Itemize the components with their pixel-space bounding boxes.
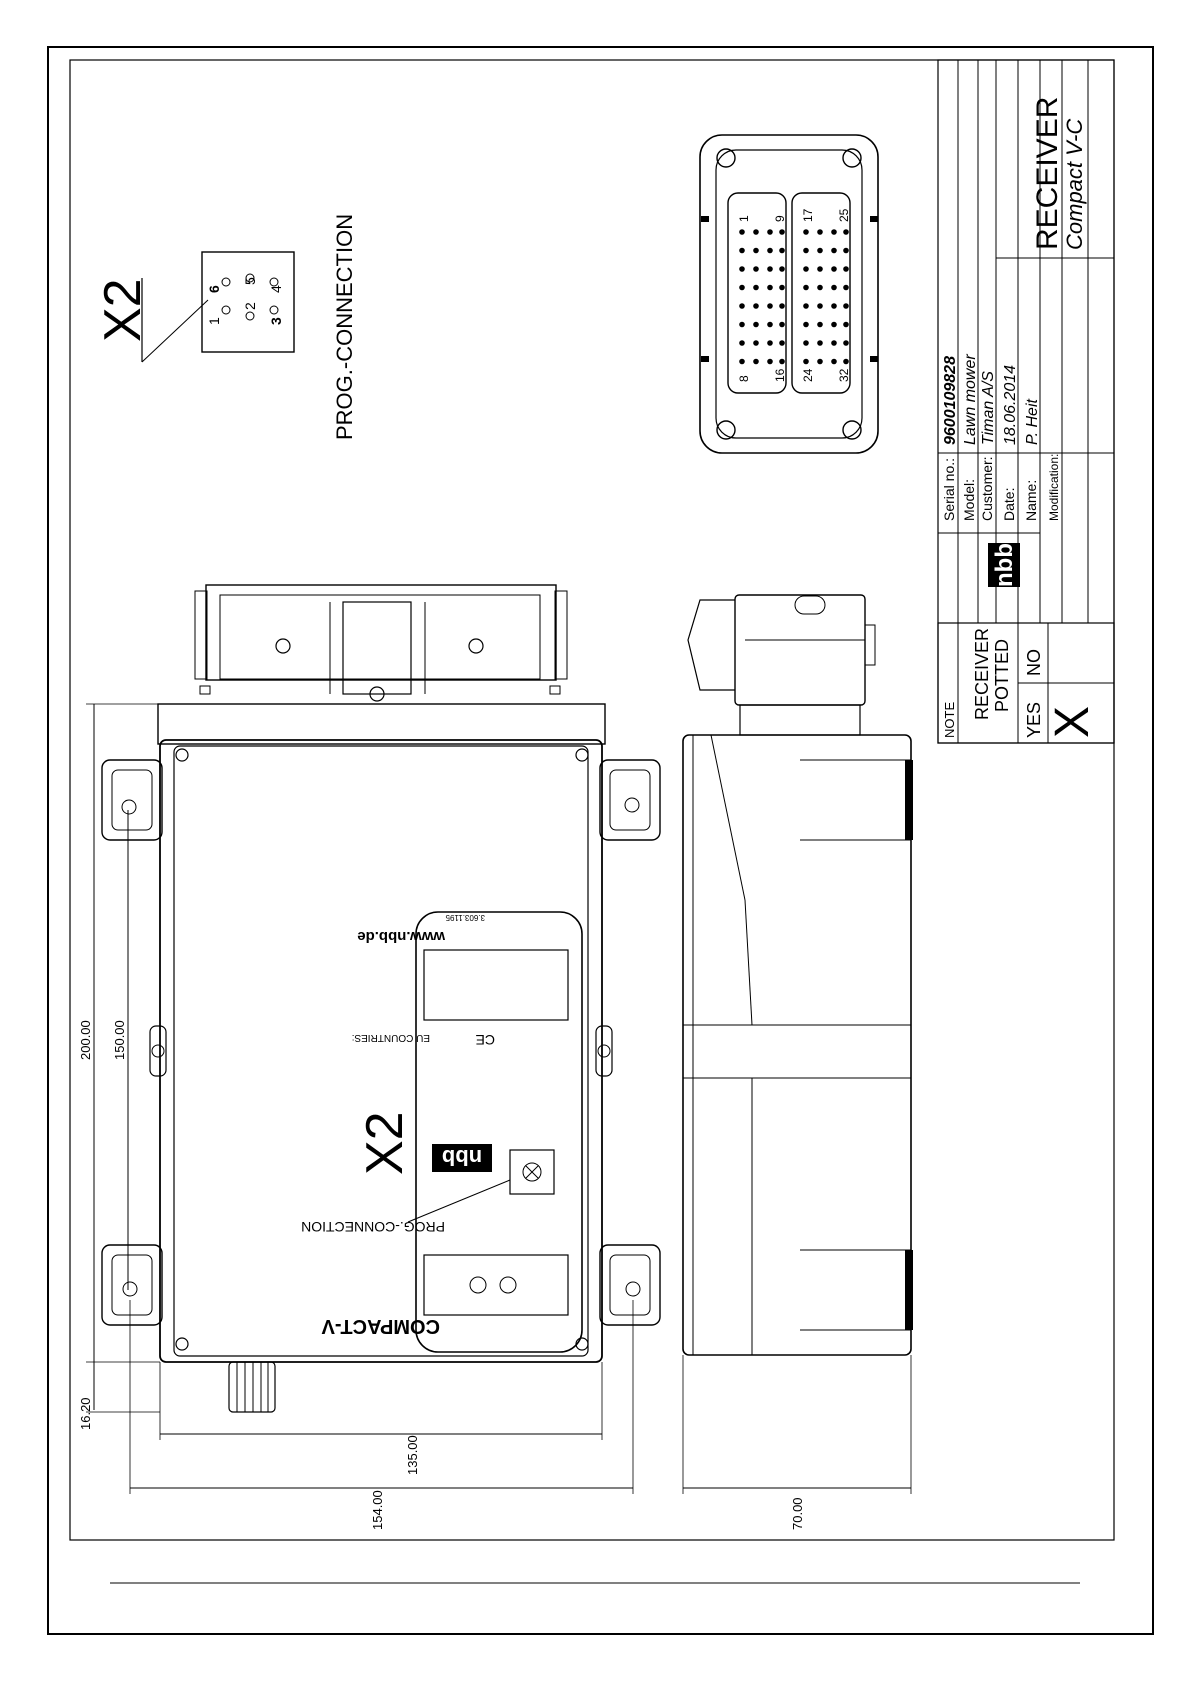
- connector-pin-dot: [831, 340, 837, 346]
- connector-pin-dot: [779, 229, 785, 235]
- connector-face: [700, 135, 878, 453]
- connector-pin-dot: [753, 322, 759, 328]
- x2-callout-label: X2: [94, 278, 152, 342]
- connector-pin-dot: [843, 322, 849, 328]
- connector-pin-dot: [843, 285, 849, 291]
- connector-pin-dot: [739, 285, 745, 291]
- connector-pin-dot: [843, 340, 849, 346]
- note-block: [938, 623, 1114, 743]
- prog-pin-1: 1: [206, 317, 222, 325]
- connector-pin-dot: [739, 248, 745, 254]
- drawing-title: RECEIVER: [1031, 96, 1064, 250]
- connector-pin-dot: [831, 303, 837, 309]
- connector-pin-dot: [767, 340, 773, 346]
- no-label: NO: [1024, 649, 1044, 676]
- connector-pin-dot: [739, 340, 745, 346]
- outer-border: [48, 47, 1153, 1634]
- front-label-panel: [301, 912, 582, 1352]
- model-value: Lawn mower: [962, 354, 979, 445]
- connector-pin-dot: [739, 303, 745, 309]
- connector-pin-dot: [779, 248, 785, 254]
- date-label: Date:: [1001, 487, 1017, 521]
- connector-pin-dot: [843, 359, 849, 365]
- label-web: www.nbb.de: [357, 928, 445, 945]
- prog-connection-detail: [94, 214, 357, 440]
- name-value: P. Heit: [1024, 399, 1041, 445]
- connector-pin-dot: [843, 303, 849, 309]
- housing-side-view: [683, 595, 913, 1355]
- connector-pin-dot: [739, 322, 745, 328]
- connector-pin-dot: [831, 266, 837, 272]
- prog-pin-4: 4: [268, 285, 284, 293]
- connector-pin-dot: [831, 229, 837, 235]
- connector-pin-dot: [817, 322, 823, 328]
- connector-pin-dot: [767, 248, 773, 254]
- serial-value: 9600109828: [942, 356, 959, 445]
- connector-pin-dot: [779, 322, 785, 328]
- label-nbb-logo-text: nbb: [441, 1145, 483, 1170]
- connector-pin-dot: [843, 248, 849, 254]
- connector-pin-dot: [753, 303, 759, 309]
- modification-label: Modification:: [1047, 453, 1061, 521]
- connector-pin-9: 9: [773, 215, 787, 222]
- drawing-subtitle: Compact V-C: [1062, 118, 1087, 250]
- connector-pin-dot: [753, 340, 759, 346]
- connector-pin-dot: [803, 340, 809, 346]
- connector-pin-dot: [739, 266, 745, 272]
- connector-pin-dot: [817, 229, 823, 235]
- nbb-logo-text: nbb: [991, 543, 1018, 587]
- yes-label: YES: [1024, 701, 1044, 738]
- connector-pin-dot: [831, 359, 837, 365]
- connector-pin-dot: [767, 285, 773, 291]
- label-brand: COMPACT-V: [321, 1315, 440, 1337]
- connector-pin-dot: [779, 359, 785, 365]
- dim-200: 200.00: [78, 1020, 93, 1060]
- prog-pin-6: 6: [206, 285, 222, 293]
- prog-pin-2: 2: [242, 302, 258, 310]
- connector-pin-dot: [803, 359, 809, 365]
- dim-150: 150.00: [112, 1020, 127, 1060]
- connector-pin-16: 16: [773, 368, 787, 382]
- connector-pin-dot: [753, 359, 759, 365]
- label-nbb-logo: [432, 1144, 492, 1172]
- name-label: Name:: [1023, 479, 1039, 521]
- customer-label: Customer:: [979, 456, 995, 521]
- connector-pin-dot: [767, 229, 773, 235]
- connector-pin-dot: [817, 285, 823, 291]
- connector-pin-dot: [817, 359, 823, 365]
- label-prog: PROG.-CONNECTION: [301, 1219, 445, 1235]
- connector-pin-dot: [767, 322, 773, 328]
- connector-pin-dot: [753, 229, 759, 235]
- customer-value: Timan A/S: [980, 371, 997, 445]
- connector-pin-dot: [817, 303, 823, 309]
- connector-pin-dot: [831, 285, 837, 291]
- connector-pin-dot: [831, 248, 837, 254]
- title-block: [938, 60, 1114, 743]
- dim-16-20: 16.20: [78, 1397, 93, 1430]
- connector-pin-dot: [803, 303, 809, 309]
- yes-mark: X: [1046, 705, 1099, 738]
- label-part: 3.603.1195: [445, 913, 485, 922]
- serial-label: Serial no.:: [941, 457, 957, 521]
- prog-connector-box: [202, 252, 294, 352]
- connector-pin-24: 24: [801, 368, 815, 382]
- label-x2: X2: [356, 1111, 414, 1175]
- model-label: Model:: [961, 478, 977, 521]
- label-eu: EU COUNTRIES:: [351, 1032, 430, 1043]
- nbb-logo: [988, 543, 1020, 587]
- connector-pin-dot: [831, 322, 837, 328]
- dim-135: 135.00: [405, 1435, 420, 1475]
- connector-pin-17: 17: [801, 208, 815, 222]
- connector-pin-8: 8: [737, 375, 751, 382]
- connector-pin-dot: [803, 322, 809, 328]
- connector-pin-dot: [803, 248, 809, 254]
- connector-pin-25: 25: [837, 208, 851, 222]
- dim-70: 70.00: [790, 1497, 805, 1530]
- connector-pin-dot: [779, 266, 785, 272]
- connector-pin-dot: [753, 248, 759, 254]
- label-ce: CE: [475, 1032, 495, 1048]
- housing-top-view: [102, 585, 660, 1412]
- date-value: 18.06.2014: [1002, 364, 1019, 445]
- connector-pin-dot: [779, 340, 785, 346]
- connector-pin-dot: [817, 266, 823, 272]
- connector-pin-dot: [803, 229, 809, 235]
- receiver-label: RECEIVER: [972, 627, 992, 720]
- connector-pin-dot: [739, 359, 745, 365]
- connector-pin-dot: [817, 340, 823, 346]
- connector-pin-dot: [803, 285, 809, 291]
- connector-pin-dot: [739, 229, 745, 235]
- connector-pin-32: 32: [837, 368, 851, 382]
- dimensions: [78, 704, 911, 1530]
- prog-pin-5: 5: [242, 277, 258, 285]
- prog-connection-caption: PROG.-CONNECTION: [332, 213, 357, 440]
- connector-pin-dot: [767, 303, 773, 309]
- connector-pin-dot: [779, 285, 785, 291]
- connector-pin-dot: [779, 303, 785, 309]
- connector-pin-dot: [803, 266, 809, 272]
- connector-pin-dot: [767, 266, 773, 272]
- connector-pin-dot: [753, 285, 759, 291]
- potted-label: POTTED: [992, 638, 1012, 712]
- connector-pin-dot: [753, 266, 759, 272]
- connector-pin-dot: [767, 359, 773, 365]
- connector-pin-1: 1: [737, 215, 751, 222]
- connector-pin-dot: [843, 266, 849, 272]
- inner-border: [70, 60, 1114, 1540]
- prog-pin-3: 3: [268, 317, 284, 325]
- connector-pin-dot: [843, 229, 849, 235]
- dim-154: 154.00: [370, 1490, 385, 1530]
- connector-pin-dot: [817, 248, 823, 254]
- note-label: NOTE: [942, 701, 957, 738]
